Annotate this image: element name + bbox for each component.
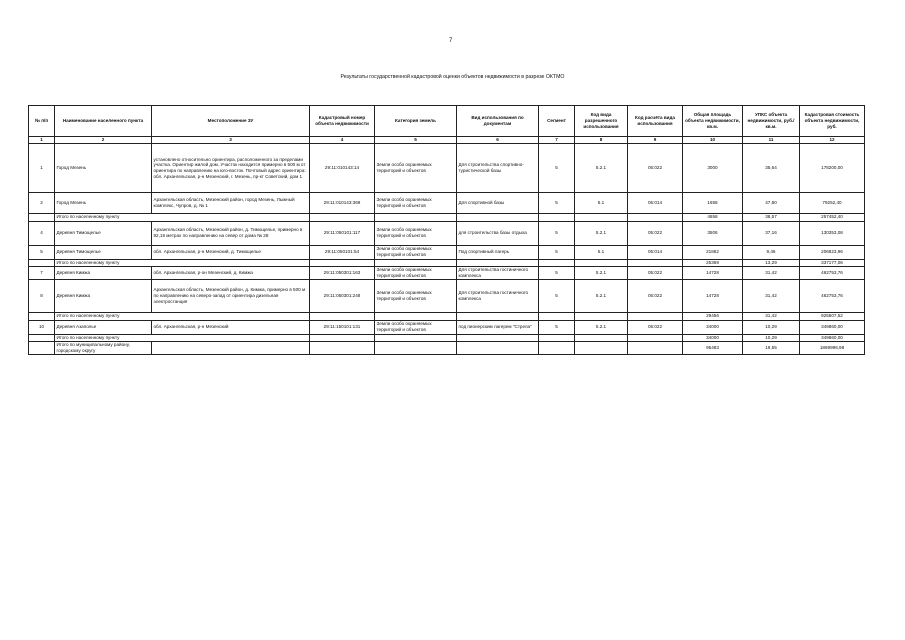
usage-cell: Для строительства гостиничного комплекса bbox=[457, 267, 539, 280]
usage-cell: Для спортивной базы bbox=[457, 193, 539, 214]
column-number: 9 bbox=[628, 137, 683, 144]
grand-total-row bbox=[29, 342, 865, 355]
calc-code-cell: 05:022 bbox=[628, 221, 683, 245]
area-cell: 34000 bbox=[683, 334, 743, 342]
allowed-use-code-cell: 5.2.1 bbox=[575, 221, 628, 245]
col-header: Кадастровый номер объекта недвижимости bbox=[310, 106, 375, 137]
calc-code-cell: 05:022 bbox=[628, 267, 683, 280]
col-header: № п/п bbox=[29, 106, 55, 137]
cadastral-value-cell: 925507,52 bbox=[800, 313, 865, 321]
document-title: Результаты государственной кадастровой оценки объектов недвижимости в разрезе ОКТМО bbox=[340, 74, 565, 80]
cadastral-value-cell: 349860,00 bbox=[800, 320, 865, 334]
location-cell: обл. Архангельская, р-он Мезенский, д. Кимжа bbox=[152, 267, 310, 280]
col-header: Категория земель bbox=[375, 106, 457, 137]
area-cell: 3506 bbox=[683, 221, 743, 245]
settlement-cell: Город Мезень bbox=[55, 144, 152, 193]
calc-code-cell: 05:014 bbox=[628, 193, 683, 214]
area-cell: 3000 bbox=[683, 144, 743, 193]
land-category-cell: Земли особо охраняемых территорий и объектов bbox=[375, 221, 457, 245]
land-category-cell: Земли особо охраняемых территорий и объектов bbox=[375, 193, 457, 214]
subtotal-label: Итого по населенному пункту bbox=[55, 313, 310, 321]
area-cell: 34000 bbox=[683, 320, 743, 334]
upks-cell: 31,42 bbox=[743, 313, 800, 321]
usage-cell: Для строительства гостиничного комплекса bbox=[457, 280, 539, 313]
location-cell: установлено относительно ориентира, расположенного за пределами участка. Ориентир жилой дом. Участок находится примерно в 500 м от ориентира по направлению на юго-восток. Почтовый адрес ориентира: обл. Архангельская, р-н Мезенский, г. Мезень, пр-кт Советский, дом 1 bbox=[152, 144, 310, 193]
cadastral-number-cell: 29:11:050101:117 bbox=[310, 221, 375, 245]
settlement-cell: Деревня Азаполье bbox=[55, 320, 152, 334]
allowed-use-code-cell: 5.2.1 bbox=[575, 320, 628, 334]
column-number: 10 bbox=[683, 137, 743, 144]
cadastral-value-cell: 130353,08 bbox=[800, 221, 865, 245]
row-number: 4 bbox=[29, 221, 55, 245]
land-category-cell: Земли особо охраняемых территорий и объектов bbox=[375, 245, 457, 259]
column-number: 3 bbox=[152, 137, 310, 144]
col-header: Общая площадь объекта недвижимости, кв.м. bbox=[683, 106, 743, 137]
calc-code-cell: 05:014 bbox=[628, 245, 683, 259]
col-header: УПКС объекта недвижимости, руб./кв.м. bbox=[743, 106, 800, 137]
location-cell: обл. Архангельская, р-н Мезенский bbox=[152, 320, 310, 334]
col-header: Код вида разрешенного использования bbox=[575, 106, 628, 137]
cadastral-number-cell: 29:11:010143:369 bbox=[310, 193, 375, 214]
land-category-cell: Земли особо охраняемых территорий и объектов bbox=[375, 144, 457, 193]
location-cell: Архангельская область, Мезенский район, д. Тимощелье, примерно в 92,15 метрах по направлению на север от дома № 28 bbox=[152, 221, 310, 245]
subtotal-row bbox=[29, 259, 865, 267]
cadastral-number-cell: 29:11:150101:131 bbox=[310, 320, 375, 334]
segment-cell: 5 bbox=[539, 320, 575, 334]
area-cell: 95483 bbox=[683, 342, 743, 355]
cadastral-value-cell: 1869996,98 bbox=[800, 342, 865, 355]
upks-cell: 35,64 bbox=[743, 144, 800, 193]
land-category-cell: Земли особо охраняемых территорий и объектов bbox=[375, 320, 457, 334]
grand-total-label: Итого по муниципальному району, городскому округу bbox=[55, 342, 152, 355]
allowed-use-code-cell: 5.2.1 bbox=[575, 267, 628, 280]
area-cell: 21862 bbox=[683, 245, 743, 259]
settlement-cell: Деревня Тимощелье bbox=[55, 221, 152, 245]
column-number: 12 bbox=[800, 137, 865, 144]
table-row bbox=[29, 280, 865, 313]
calc-code-cell: 05:022 bbox=[628, 320, 683, 334]
table-row bbox=[29, 144, 865, 193]
header-row bbox=[29, 106, 865, 137]
cadastral-number-cell: 29:11:050301:248 bbox=[310, 280, 375, 313]
table-row bbox=[29, 193, 865, 214]
cadastral-value-cell: 349860,00 bbox=[800, 334, 865, 342]
subtotal-label: Итого по населенному пункту bbox=[55, 259, 310, 267]
allowed-use-code-cell: 5.1 bbox=[575, 193, 628, 214]
column-number: 4 bbox=[310, 137, 375, 144]
col-header: Наименование населенного пункта bbox=[55, 106, 152, 137]
segment-cell: 5 bbox=[539, 267, 575, 280]
cadastral-value-cell: 79252,40 bbox=[800, 193, 865, 214]
column-number: 5 bbox=[375, 137, 457, 144]
col-header: Вид использования по документам bbox=[457, 106, 539, 137]
table-row bbox=[29, 245, 865, 259]
land-category-cell: Земли особо охраняемых территорий и объектов bbox=[375, 280, 457, 313]
calc-code-cell: 05:022 bbox=[628, 280, 683, 313]
allowed-use-code-cell: 5.2.1 bbox=[575, 280, 628, 313]
area-cell: 14728 bbox=[683, 267, 743, 280]
cadastral-number-cell: 29:11:050301:163 bbox=[310, 267, 375, 280]
usage-cell: для строительства базы отдыха bbox=[457, 221, 539, 245]
cadastral-number-cell: 29:11:050101:54 bbox=[310, 245, 375, 259]
allowed-use-code-cell: 5.2.1 bbox=[575, 144, 628, 193]
column-number: 2 bbox=[55, 137, 152, 144]
upks-cell: 37,16 bbox=[743, 221, 800, 245]
row-number: 7 bbox=[29, 267, 55, 280]
segment-cell: 5 bbox=[539, 144, 575, 193]
upks-cell: 47,80 bbox=[743, 193, 800, 214]
area-cell: 4658 bbox=[683, 214, 743, 222]
cadastral-value-cell: 462753,76 bbox=[800, 267, 865, 280]
upks-cell: 19,55 bbox=[743, 342, 800, 355]
page-number: 7 bbox=[449, 38, 453, 44]
segment-cell: 5 bbox=[539, 221, 575, 245]
column-number: 8 bbox=[575, 137, 628, 144]
subtotal-row bbox=[29, 214, 865, 222]
location-cell: обл. Архангельская, р-н Мезенский, д. Тимощелье bbox=[152, 245, 310, 259]
segment-cell: 5 bbox=[539, 245, 575, 259]
settlement-cell: Деревня Кимжа bbox=[55, 267, 152, 280]
location-cell: Архангельская область, Мезенский район, город Мезень, Лыжный комплекс, Чупров, д. № 1 bbox=[152, 193, 310, 214]
usage-cell: под пионерским лагерем "Стрела" bbox=[457, 320, 539, 334]
row-number: 10 bbox=[29, 320, 55, 334]
col-header: Код расчёта вида использования bbox=[628, 106, 683, 137]
valuation-table bbox=[28, 105, 865, 355]
settlement-cell: Деревня Кимжа bbox=[55, 280, 152, 313]
upks-cell: 38,57 bbox=[743, 214, 800, 222]
table-row bbox=[29, 221, 865, 245]
calc-code-cell: 05:022 bbox=[628, 144, 683, 193]
usage-cell: Для строительства спортивно-туристической базы bbox=[457, 144, 539, 193]
settlement-cell: Город Мезень bbox=[55, 193, 152, 214]
segment-cell: 5 bbox=[539, 193, 575, 214]
subtotal-row bbox=[29, 313, 865, 321]
table-row bbox=[29, 267, 865, 280]
cadastral-value-cell: 337177,06 bbox=[800, 259, 865, 267]
row-number: 1 bbox=[29, 144, 55, 193]
upks-cell: 10,29 bbox=[743, 320, 800, 334]
subtotal-label: Итого по населенному пункту bbox=[55, 334, 310, 342]
location-cell: Архангельская область, Мезенский район, д. Кимжа, примерно в 500 м по направлению на северо-запад от ориентира дизельная электростанция bbox=[152, 280, 310, 313]
upks-cell: 13,29 bbox=[743, 259, 800, 267]
upks-cell: 10,29 bbox=[743, 334, 800, 342]
row-number: 5 bbox=[29, 245, 55, 259]
column-number: 1 bbox=[29, 137, 55, 144]
upks-cell: 31,42 bbox=[743, 267, 800, 280]
area-cell: 25369 bbox=[683, 259, 743, 267]
area-cell: 14728 bbox=[683, 280, 743, 313]
cadastral-number-cell: 29:11:010143:14 bbox=[310, 144, 375, 193]
usage-cell: Под спортивный лагерь bbox=[457, 245, 539, 259]
cadastral-value-cell: 206823,96 bbox=[800, 245, 865, 259]
allowed-use-code-cell: 5.1 bbox=[575, 245, 628, 259]
upks-cell: 9,46 bbox=[743, 245, 800, 259]
col-header: Местоположение ЗУ bbox=[152, 106, 310, 137]
column-number: 6 bbox=[457, 137, 539, 144]
cadastral-value-cell: 178200,00 bbox=[800, 144, 865, 193]
row-number: 8 bbox=[29, 280, 55, 313]
segment-cell: 5 bbox=[539, 280, 575, 313]
column-number-row bbox=[29, 137, 865, 144]
table-row bbox=[29, 320, 865, 334]
col-header: Кадастровая стоимость объекта недвижимости, руб. bbox=[800, 106, 865, 137]
subtotal-row bbox=[29, 334, 865, 342]
cadastral-value-cell: 462753,76 bbox=[800, 280, 865, 313]
subtotal-label: Итого по населенному пункту bbox=[55, 214, 310, 222]
row-number: 2 bbox=[29, 193, 55, 214]
settlement-cell: Деревня Тимощелье bbox=[55, 245, 152, 259]
area-cell: 1658 bbox=[683, 193, 743, 214]
area-cell: 29456 bbox=[683, 313, 743, 321]
cadastral-value-cell: 257452,40 bbox=[800, 214, 865, 222]
land-category-cell: Земли особо охраняемых территорий и объектов bbox=[375, 267, 457, 280]
upks-cell: 31,42 bbox=[743, 280, 800, 313]
column-number: 11 bbox=[743, 137, 800, 144]
column-number: 7 bbox=[539, 137, 575, 144]
col-header: Сегмент bbox=[539, 106, 575, 137]
